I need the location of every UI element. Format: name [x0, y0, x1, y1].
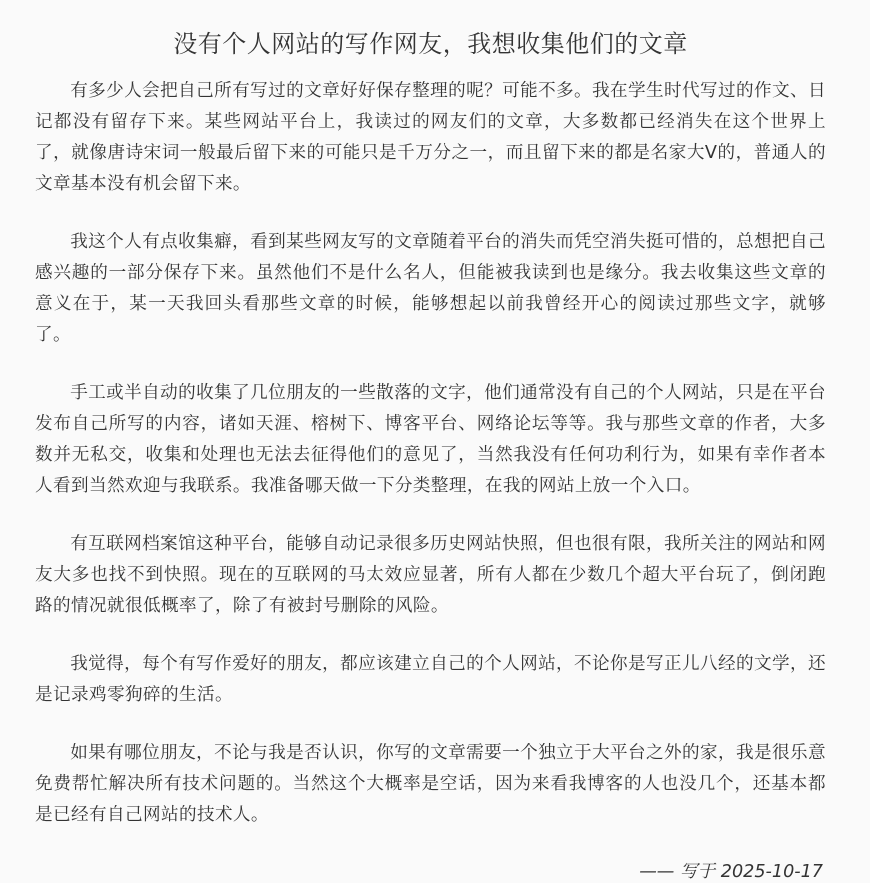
article-signature-date: —— 写于 2025-10-17 [639, 862, 823, 882]
article-paragraph-4: 有互联网档案馆这种平台，能够自动记录很多历史网站快照，但也很有限，我所关注的网站和网友大多也找不到快照。现在的互联网的马太效应显著，所有人都在少数几个超大平台玩了，倒闭跑路的情况就很低概率了，除了有被封号删除的风险。 [35, 534, 826, 616]
article-paragraph-3: 手工或半自动的收集了几位朋友的一些散落的文字，他们通常没有自己的个人网站，只是在平台发布自己所写的内容，诸如天涯、榕树下、博客平台、网络论坛等等。我与那些文章的作者，大多数并无私交，收集和处理也无法去征得他们的意见了，当然我没有任何功利行为，如果有幸作者本人看到当然欢迎与我联系。我准备哪天做一下分类整理，在我的网站上放一个入口。 [35, 383, 826, 496]
article-paragraph-1: 有多少人会把自己所有写过的文章好好保存整理的呢？可能不多。我在学生时代写过的作文、日记都没有留存下来。某些网站平台上，我读过的网友们的文章，大多数都已经消失在这个世界上了，就像唐诗宋词一般最后留下来的可能只是千万分之一，而且留下来的都是名家大V的，普通人的文章基本没有机会留下来。 [35, 81, 826, 194]
article-paragraph-2: 我这个人有点收集癖，看到某些网友写的文章随着平台的消失而凭空消失挺可惜的，总想把自己感兴趣的一部分保存下来。虽然他们不是什么名人，但能被我读到也是缘分。我去收集这些文章的意义在于，某一天我回头看那些文章的时候，能够想起以前我曾经开心的阅读过那些文字，就够了。 [35, 232, 826, 345]
article-paragraph-6: 如果有哪位朋友，不论与我是否认识，你写的文章需要一个独立于大平台之外的家，我是很乐意免费帮忙解决所有技术问题的。当然这个大概率是空话，因为来看我博客的人也没几个，还基本都是已经有自己网站的技术人。 [35, 743, 826, 825]
article-paragraph-5: 我觉得，每个有写作爱好的朋友，都应该建立自己的个人网站，不论你是写正儿八经的文学，还是记录鸡零狗碎的生活。 [35, 654, 826, 705]
article-title: 没有个人网站的写作网友，我想收集他们的文章 [173, 30, 688, 58]
